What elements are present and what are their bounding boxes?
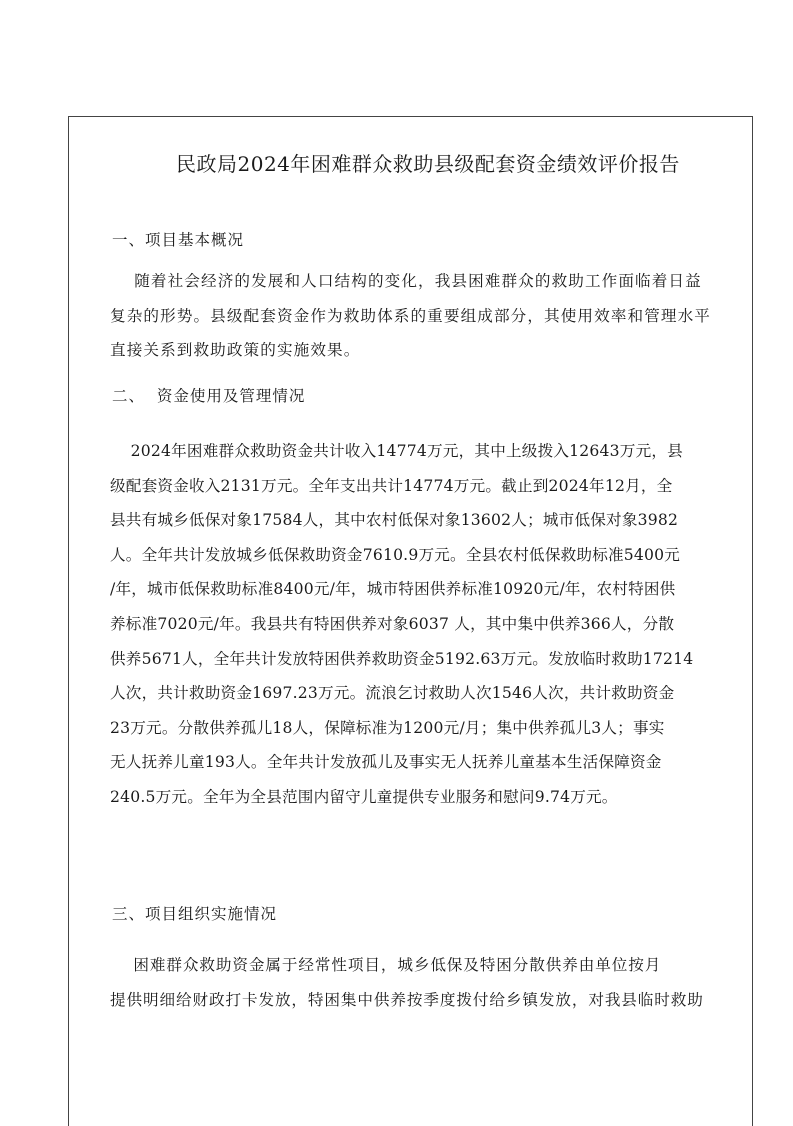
section-heading-1: 一、项目基本概况 [112,231,245,249]
body-line: 级配套资金收入2131万元。全年支出共计14774万元。截止到2024年12月，全 [110,476,673,495]
section-heading-2: 二、 资金使用及管理情况 [112,387,306,405]
body-line: /年，城市低保救助标准8400元/年，城市特困供养标准10920元/年，农村特困供 [110,580,676,599]
body-line: 随着社会经济的发展和人口结构的变化，我县困难群众的救助工作面临着日益 [110,272,702,290]
body-line: 人。全年共计发放城乡低保救助资金7610.9万元。全县农村低保救助标准5400元 [110,545,681,564]
body-line: 人次，共计救助资金1697.23万元。流浪乞讨救助人次1546人次，共计救助资金 [110,684,675,703]
section-body-1 [110,264,750,368]
section-body-2 [110,434,750,815]
document-title: 民政局2024年困难群众救助县级配套资金绩效评价报告 [176,152,680,176]
body-line: 23万元。分散供养孤儿18人，保障标准为1200元/月；集中供养孤儿3人；事实 [110,718,665,737]
body-line: 2024年困难群众救助资金共计收入14774万元，其中上级拨入12643万元，县 [110,442,683,460]
body-line: 直接关系到救助政策的实施效果。 [110,341,361,360]
body-line: 无人抚养儿童193人。全年共计发放孤儿及事实无人抚养儿童基本生活保障资金 [110,753,662,772]
body-line: 县共有城乡低保对象17584人，其中农村低保对象13602人；城市低保对象3982 [110,511,679,530]
body-line: 240.5万元。全年为全县范围内留守儿童提供专业服务和慰问9.74万元。 [110,787,618,806]
body-line: 养标准7020元/年。我县共有特困供养对象6037 人，其中集中供养366人，分散 [110,614,675,633]
body-line: 复杂的形势。县级配套资金作为救助体系的重要组成部分，其使用效率和管理水平 [110,306,711,325]
section-body-3 [110,948,750,1017]
body-line: 供养5671人，全年共计发放特困供养救助资金5192.63万元。发放临时救助17214 [110,649,694,668]
section-heading-3: 三、项目组织实施情况 [112,905,278,923]
body-line: 困难群众救助资金属于经常性项目，城乡低保及特困分散供养由单位按月 [110,956,662,974]
body-line: 提供明细给财政打卡发放，特困集中供养按季度拨付给乡镇发放，对我县临时救助 [110,990,704,1009]
